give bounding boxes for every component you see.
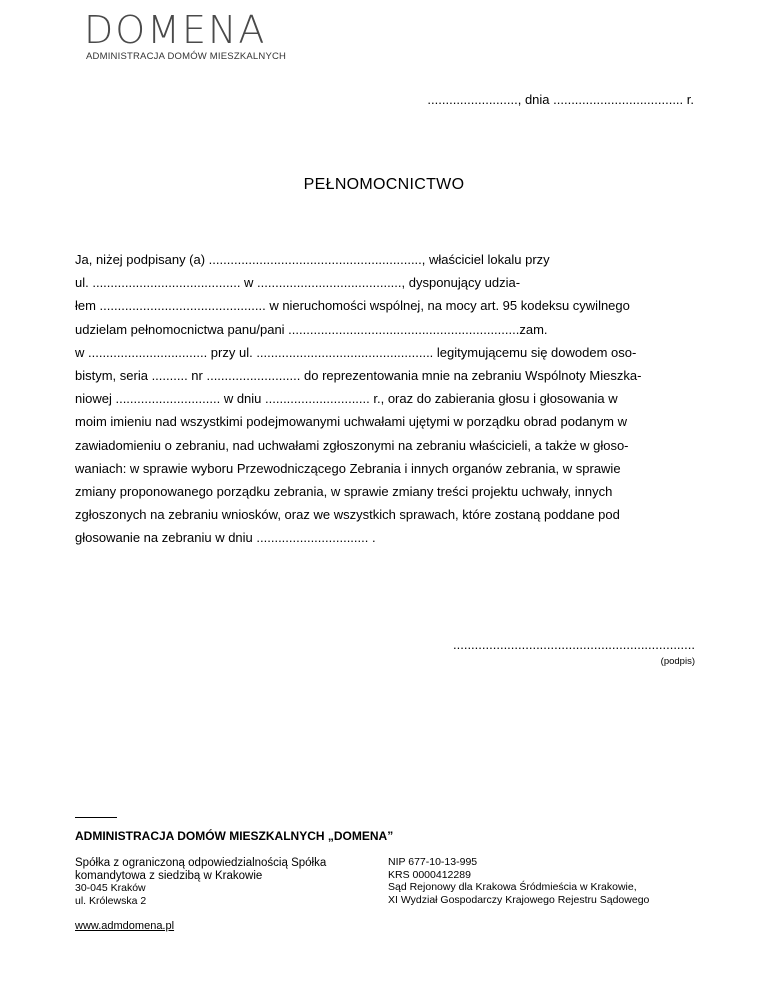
body-line: waniach: w sprawie wyboru Przewodniczącego Zebrania i innych organów zebrania, w sprawie (75, 460, 621, 476)
footer-divider (75, 817, 117, 818)
registry-line: XI Wydział Gospodarczy Krajowego Rejestru Sądowego (388, 893, 650, 906)
body-line: moim imieniu nad wszystkimi podejmowanymi uchwałami ujętymi w porządku obrad podanym w (75, 414, 627, 430)
registry-line: KRS 0000412289 (388, 868, 471, 881)
address-line: komandytowa z siedzibą w Krakowie (75, 869, 263, 882)
body-line: zgłoszonych na zebraniu wniosków, oraz we wszystkich sprawach, które zostaną poddane pod (75, 507, 620, 523)
logo-wordmark: DOMENA (84, 8, 267, 52)
place-date-line: ........................., dnia .................................... r. (427, 92, 694, 107)
footer-address (75, 857, 326, 907)
body-line: ul. ......................................... w ........................................, dysponujący udzia- (75, 275, 521, 291)
footer-company-name: ADMINISTRACJA DOMÓW MIESZKALNYCH „DOMENA” (75, 829, 394, 843)
body-line: bistym, seria .......... nr .......................... do reprezentowania mnie na zebraniu Wspólnoty Mieszka- (75, 368, 642, 384)
logo-subtitle: ADMINISTRACJA DOMÓW MIESZKALNYCH (86, 51, 287, 62)
address-line: ul. Królewska 2 (75, 894, 147, 907)
address-line: Spółka z ograniczoną odpowiedzialnością Spółka (75, 857, 327, 869)
footer-registry-info (388, 856, 649, 906)
body-line: głosowanie na zebraniu w dniu ............................... . (75, 530, 376, 546)
document-body (75, 248, 695, 550)
signature-line: ................................................................... (453, 637, 695, 652)
document-title: PEŁNOMOCNICTWO (303, 176, 465, 193)
registry-line: Sąd Rejonowy dla Krakowa Śródmieścia w Krakowie, (388, 881, 637, 894)
body-line: niowej ............................. w dniu ............................. r., oraz do zabierania głosu i głosowania w (75, 391, 618, 407)
body-line: zawiadomieniu o zebraniu, nad uchwałami zgłoszonymi na zebraniu właścicieli, a także w głoso- (75, 437, 629, 453)
body-line: udzielam pełnomocnictwa panu/pani ................................................................zam. (75, 321, 548, 337)
body-line: w ................................. przy ul. ................................................. legitymującemu się dowodem oso- (75, 344, 637, 360)
company-logo (84, 8, 286, 62)
body-line: zmiany proponowanego porządku zebrania, w sprawie zmiany treści projektu uchwały, innych (75, 484, 613, 500)
registry-line: NIP 677-10-13-995 (388, 856, 478, 868)
signature-label: (podpis) (660, 656, 695, 667)
body-line: łem .............................................. w nieruchomości wspólnej, na mocy art. 95 kodeksu cywilnego (75, 298, 630, 314)
website-link[interactable]: www.admdomena.pl (75, 920, 175, 932)
body-line: Ja, niżej podpisany (a) ..........................................................., właściciel lokalu przy (75, 252, 550, 267)
address-line: 30-045 Kraków (75, 882, 146, 895)
